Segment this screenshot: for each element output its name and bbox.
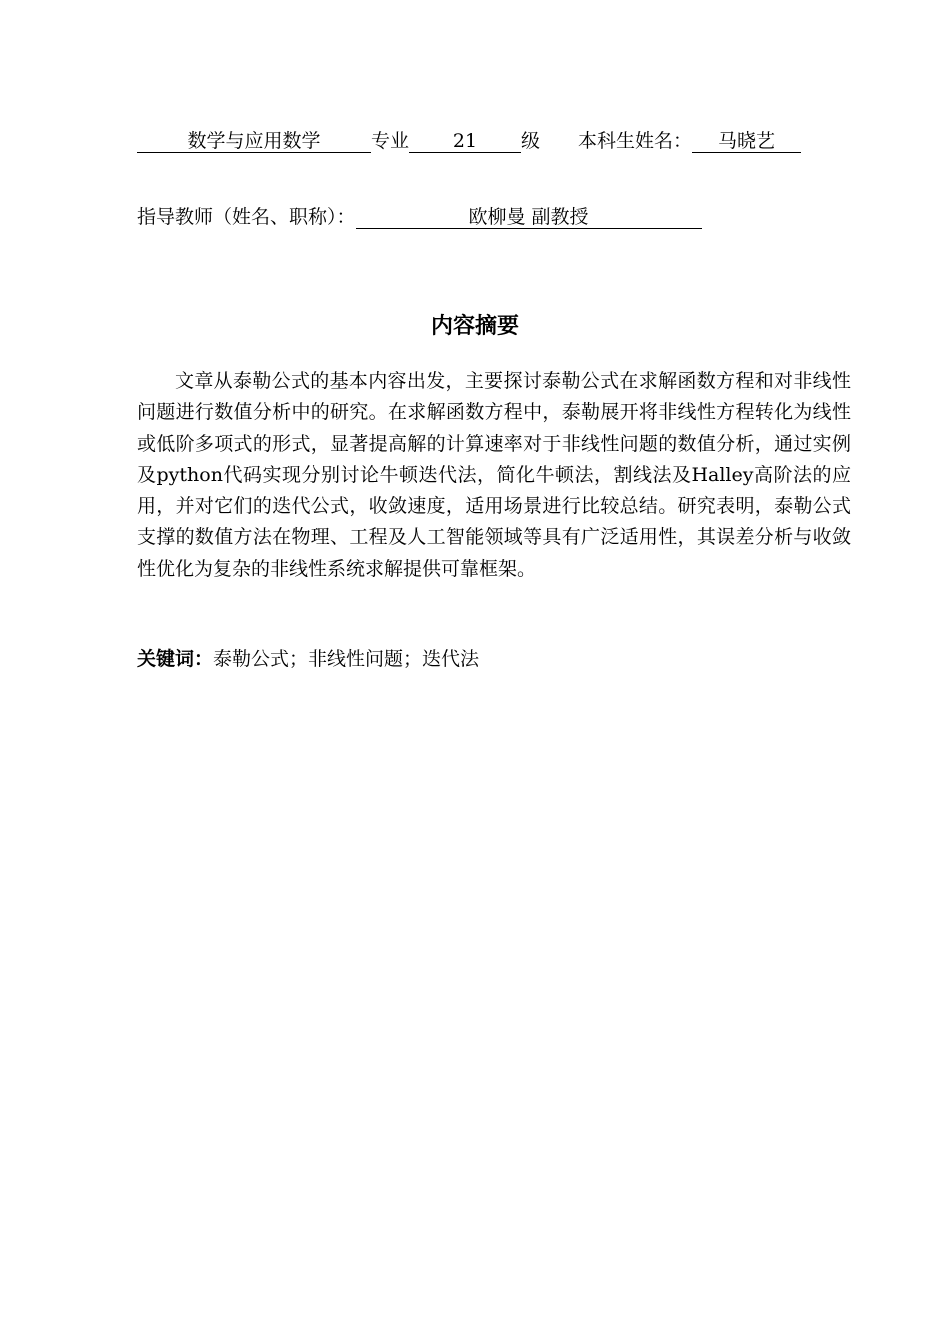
major-field: 数学与应用数学 — [137, 130, 371, 153]
student-info-line — [137, 129, 801, 153]
major-label: 专业 — [371, 130, 410, 152]
keywords-line — [137, 645, 479, 673]
abstract-title: 内容摘要 — [430, 314, 519, 339]
student-name-field: 马晓艺 — [692, 130, 801, 153]
abstract-body: 文章从泰勒公式的基本内容出发，主要探讨泰勒公式在求解函数方程和对非线性问题进行数值分析中的研究。在求解函数方程中，泰勒展开将非线性方程转化为线性或低阶多项式的形式，显著提高解的计算速率对于非线性问题的数值分析，通过实例及python代码实现分别讨论牛顿迭代法，简化牛顿法，割线法及Halley高阶法的应用，并对它们的迭代公式，收敛速度，适用场景进行比较总结。研究表明，泰勒公式支撑的数值方法在物理、工程及人工智能领域等具有广泛适用性，其误差分析与收敛性优化为复杂的非线性系统求解提供可靠框架。 — [137, 370, 851, 580]
keywords-label: 关键词： — [137, 648, 214, 670]
advisor-field: 欧柳曼 副教授 — [356, 206, 702, 229]
grade-label: 级 — [521, 130, 541, 152]
student-name-label: 本科生姓名： — [578, 130, 693, 152]
advisor-label: 指导教师（姓名、职称）： — [137, 206, 356, 228]
advisor-info-line — [137, 205, 702, 229]
grade-field: 21 — [409, 130, 521, 153]
keywords-value: 泰勒公式；非线性问题；迭代法 — [213, 648, 480, 670]
